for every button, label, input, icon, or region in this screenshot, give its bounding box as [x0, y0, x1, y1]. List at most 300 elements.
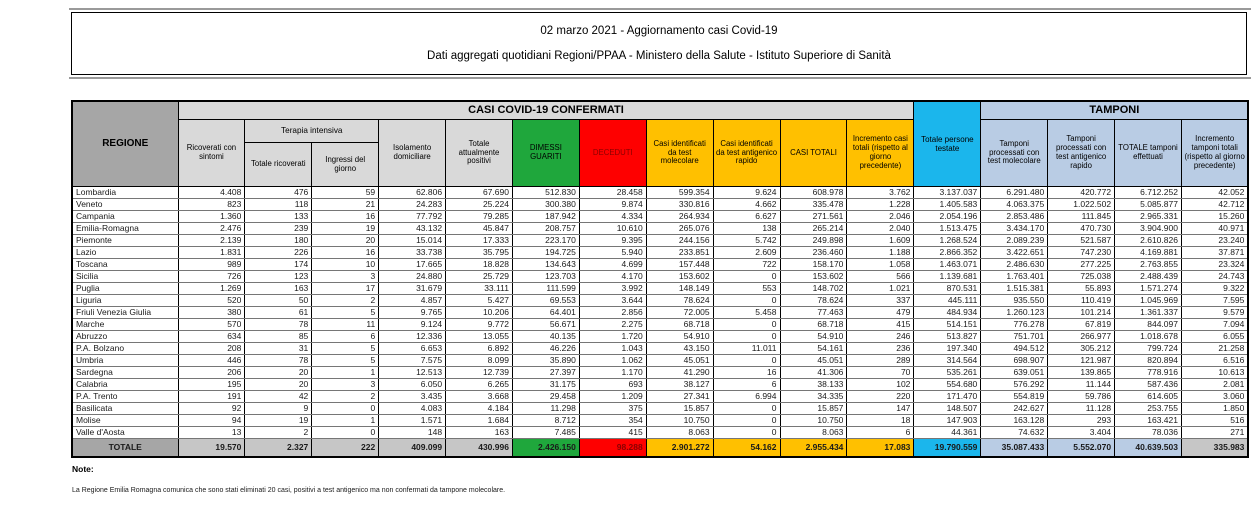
value-cell: 42.712: [1181, 199, 1248, 211]
table-row: [72, 307, 1248, 319]
table-body: [72, 187, 1248, 458]
value-cell: 639.051: [981, 367, 1048, 379]
value-cell: 337: [847, 295, 914, 307]
value-cell: 197.340: [914, 343, 981, 355]
value-cell: 42.052: [1181, 187, 1248, 199]
value-cell: 21.258: [1181, 343, 1248, 355]
column-header-tamponi-antigenico: Tamponi processati con test antigenico rapido: [1048, 120, 1115, 187]
value-cell: 85: [245, 331, 312, 343]
value-cell: 6: [312, 331, 379, 343]
value-cell: 0: [713, 271, 780, 283]
value-cell: 3.434.170: [981, 223, 1048, 235]
region-cell: Emilia-Romagna: [72, 223, 178, 235]
value-cell: 2.040: [847, 223, 914, 235]
value-cell: 24.283: [379, 199, 446, 211]
column-header-totale-attualmente-positivi: Totale attualmente positivi: [446, 120, 513, 187]
value-cell: 7.575: [379, 355, 446, 367]
value-cell: 41.306: [780, 367, 847, 379]
value-cell: 3.668: [446, 391, 513, 403]
value-cell: 68.718: [646, 319, 713, 331]
value-cell: 375: [579, 403, 646, 415]
region-cell: Molise: [72, 415, 178, 427]
top-divider: [69, 8, 1251, 10]
value-cell: 516: [1181, 415, 1248, 427]
value-cell: 778.916: [1115, 367, 1182, 379]
value-cell: 587.436: [1115, 379, 1182, 391]
column-header-regione: REGIONE: [72, 101, 178, 187]
column-header-totale-ricoverati: Totale ricoverati: [245, 143, 312, 187]
value-cell: 13: [178, 427, 245, 439]
value-cell: 0: [713, 355, 780, 367]
column-header-deceduti: DECEDUTI: [579, 120, 646, 187]
table-row: [72, 295, 1248, 307]
value-cell: 42: [245, 391, 312, 403]
value-cell: 7.094: [1181, 319, 1248, 331]
value-cell: 153.602: [646, 271, 713, 283]
value-cell: 300.380: [512, 199, 579, 211]
value-cell: 67.690: [446, 187, 513, 199]
value-cell: 1.062: [579, 355, 646, 367]
value-cell: 0: [312, 403, 379, 415]
total-value-cell: 2.327: [245, 439, 312, 458]
notes-text: La Regione Emilia Romagna comunica che sono stati eliminati 20 casi, positivi a test antigenico ma non confermati da tampone molecolare.: [72, 487, 506, 494]
value-cell: 64.401: [512, 307, 579, 319]
value-cell: 4.699: [579, 259, 646, 271]
value-cell: 2.054.196: [914, 211, 981, 223]
value-cell: 554.819: [981, 391, 1048, 403]
report-subtitle: Dati aggregati quotidiani Regioni/PPAA - Ministero della Salute - Istituto Superiore di Sanità: [427, 49, 891, 62]
value-cell: 10.610: [579, 223, 646, 235]
column-header-incremento-tamponi: Incremento tamponi totali (rispetto al giorno precedente): [1181, 120, 1248, 187]
value-cell: 484.934: [914, 307, 981, 319]
value-cell: 4.184: [446, 403, 513, 415]
value-cell: 10.206: [446, 307, 513, 319]
table-row: [72, 187, 1248, 199]
value-cell: 799.724: [1115, 343, 1182, 355]
value-cell: 148.507: [914, 403, 981, 415]
value-cell: 17: [312, 283, 379, 295]
value-cell: 13.055: [446, 331, 513, 343]
total-value-cell: 40.639.503: [1115, 439, 1182, 458]
column-header-isolamento-domiciliare: Isolamento domiciliare: [379, 120, 446, 187]
value-cell: 0: [713, 427, 780, 439]
value-cell: 5.458: [713, 307, 780, 319]
value-cell: 1.268.524: [914, 235, 981, 247]
total-row: [72, 439, 1248, 458]
value-cell: 15.857: [780, 403, 847, 415]
value-cell: 2: [312, 295, 379, 307]
covid-data-table: [71, 100, 1249, 458]
column-header-casi-test-antigenico: Casi identificati da test antigenico rapido: [713, 120, 780, 187]
value-cell: 9.322: [1181, 283, 1248, 295]
value-cell: 157.448: [646, 259, 713, 271]
value-cell: 40.135: [512, 331, 579, 343]
value-cell: 335.478: [780, 199, 847, 211]
table-row: [72, 319, 1248, 331]
value-cell: 264.934: [646, 211, 713, 223]
column-header-persone-testate: Totale persone testate: [914, 101, 981, 187]
table-row: [72, 211, 1248, 223]
value-cell: 271.561: [780, 211, 847, 223]
value-cell: 330.816: [646, 199, 713, 211]
value-cell: 69.553: [512, 295, 579, 307]
table-row: [72, 271, 1248, 283]
title-bottom-divider: [69, 77, 1251, 79]
table-row: [72, 259, 1248, 271]
value-cell: 67.819: [1048, 319, 1115, 331]
value-cell: 19: [245, 415, 312, 427]
total-value-cell: 98.288: [579, 439, 646, 458]
table-row: [72, 415, 1248, 427]
value-cell: 35.890: [512, 355, 579, 367]
value-cell: 608.978: [780, 187, 847, 199]
value-cell: 614.605: [1115, 391, 1182, 403]
value-cell: 2.046: [847, 211, 914, 223]
value-cell: 7.485: [512, 427, 579, 439]
value-cell: 194.725: [512, 247, 579, 259]
value-cell: 20: [312, 235, 379, 247]
value-cell: 4.083: [379, 403, 446, 415]
value-cell: 5: [312, 355, 379, 367]
value-cell: 123.703: [512, 271, 579, 283]
total-value-cell: 2.426.150: [512, 439, 579, 458]
value-cell: 6.265: [446, 379, 513, 391]
value-cell: 44.361: [914, 427, 981, 439]
table-row: [72, 247, 1248, 259]
value-cell: 553: [713, 283, 780, 295]
value-cell: 27.397: [512, 367, 579, 379]
value-cell: 2.089.239: [981, 235, 1048, 247]
value-cell: 54.161: [780, 343, 847, 355]
value-cell: 1.831: [178, 247, 245, 259]
report-title: 02 marzo 2021 - Aggiornamento casi Covid-19: [540, 25, 778, 38]
column-header-dimessi-guariti: DIMESSI GUARITI: [512, 120, 579, 187]
value-cell: 15.857: [646, 403, 713, 415]
value-cell: 12.336: [379, 331, 446, 343]
value-cell: 265.214: [780, 223, 847, 235]
value-cell: 134.643: [512, 259, 579, 271]
value-cell: 138: [713, 223, 780, 235]
value-cell: 476: [245, 187, 312, 199]
value-cell: 566: [847, 271, 914, 283]
value-cell: 4.662: [713, 199, 780, 211]
value-cell: 5: [312, 307, 379, 319]
value-cell: 3.137.037: [914, 187, 981, 199]
value-cell: 844.097: [1115, 319, 1182, 331]
value-cell: 29.458: [512, 391, 579, 403]
value-cell: 17.333: [446, 235, 513, 247]
value-cell: 226: [245, 247, 312, 259]
value-cell: 11: [312, 319, 379, 331]
value-cell: 34.335: [780, 391, 847, 403]
value-cell: 123: [245, 271, 312, 283]
value-cell: 78.624: [780, 295, 847, 307]
value-cell: 59.786: [1048, 391, 1115, 403]
value-cell: 46.226: [512, 343, 579, 355]
value-cell: 9.772: [446, 319, 513, 331]
region-cell: Veneto: [72, 199, 178, 211]
value-cell: 415: [847, 319, 914, 331]
region-cell: Abruzzo: [72, 331, 178, 343]
value-cell: 17.665: [379, 259, 446, 271]
value-cell: 1.684: [446, 415, 513, 427]
value-cell: 5.085.877: [1115, 199, 1182, 211]
value-cell: 246: [847, 331, 914, 343]
value-cell: 9.765: [379, 307, 446, 319]
value-cell: 535.261: [914, 367, 981, 379]
value-cell: 1.763.401: [981, 271, 1048, 283]
value-cell: 43.150: [646, 343, 713, 355]
value-cell: 5.742: [713, 235, 780, 247]
value-cell: 12.739: [446, 367, 513, 379]
value-cell: 78.624: [646, 295, 713, 307]
value-cell: 823: [178, 199, 245, 211]
value-cell: 634: [178, 331, 245, 343]
value-cell: 1.058: [847, 259, 914, 271]
value-cell: 147: [847, 403, 914, 415]
value-cell: 1.513.475: [914, 223, 981, 235]
value-cell: 223.170: [512, 235, 579, 247]
value-cell: 6.291.480: [981, 187, 1048, 199]
table-row: [72, 427, 1248, 439]
value-cell: 1.209: [579, 391, 646, 403]
value-cell: 133: [245, 211, 312, 223]
group-header-casi-confermati: CASI COVID-19 CONFERMATI: [178, 101, 914, 120]
value-cell: 3.762: [847, 187, 914, 199]
value-cell: 5.427: [446, 295, 513, 307]
value-cell: 148: [379, 427, 446, 439]
notes-title: Note:: [72, 464, 94, 474]
header-sub-row: [72, 120, 1248, 143]
region-cell: Toscana: [72, 259, 178, 271]
value-cell: 1.463.071: [914, 259, 981, 271]
value-cell: 9: [245, 403, 312, 415]
region-cell: P.A. Trento: [72, 391, 178, 403]
value-cell: 171.470: [914, 391, 981, 403]
value-cell: 10.750: [780, 415, 847, 427]
value-cell: 43.132: [379, 223, 446, 235]
value-cell: 1.360: [178, 211, 245, 223]
region-cell: P.A. Bolzano: [72, 343, 178, 355]
value-cell: 725.038: [1048, 271, 1115, 283]
value-cell: 191: [178, 391, 245, 403]
region-cell: Liguria: [72, 295, 178, 307]
column-header-incremento-casi: Incremento casi totali (rispetto al giorno precedente): [847, 120, 914, 187]
value-cell: 554.680: [914, 379, 981, 391]
value-cell: 10.750: [646, 415, 713, 427]
table-row: [72, 343, 1248, 355]
region-cell: Lombardia: [72, 187, 178, 199]
value-cell: 11.298: [512, 403, 579, 415]
value-cell: 31.175: [512, 379, 579, 391]
value-cell: 305.212: [1048, 343, 1115, 355]
value-cell: 40.971: [1181, 223, 1248, 235]
value-cell: 23.240: [1181, 235, 1248, 247]
value-cell: 1.720: [579, 331, 646, 343]
value-cell: 9.579: [1181, 307, 1248, 319]
value-cell: 249.898: [780, 235, 847, 247]
table-row: [72, 379, 1248, 391]
value-cell: 2.139: [178, 235, 245, 247]
value-cell: 61: [245, 307, 312, 319]
value-cell: 1.361.337: [1115, 307, 1182, 319]
value-cell: 45.847: [446, 223, 513, 235]
value-cell: 0: [713, 295, 780, 307]
region-cell: Sardegna: [72, 367, 178, 379]
value-cell: 6.892: [446, 343, 513, 355]
value-cell: 3.435: [379, 391, 446, 403]
value-cell: 380: [178, 307, 245, 319]
value-cell: 35.795: [446, 247, 513, 259]
value-cell: 111.845: [1048, 211, 1115, 223]
value-cell: 265.076: [646, 223, 713, 235]
value-cell: 2.488.439: [1115, 271, 1182, 283]
value-cell: 6.055: [1181, 331, 1248, 343]
value-cell: 9.395: [579, 235, 646, 247]
value-cell: 2.486.630: [981, 259, 1048, 271]
value-cell: 23.324: [1181, 259, 1248, 271]
value-cell: 153.602: [780, 271, 847, 283]
value-cell: 935.550: [981, 295, 1048, 307]
value-cell: 776.278: [981, 319, 1048, 331]
region-cell: Valle d'Aosta: [72, 427, 178, 439]
value-cell: 19: [312, 223, 379, 235]
value-cell: 206: [178, 367, 245, 379]
value-cell: 6.712.252: [1115, 187, 1182, 199]
column-header-ricoverati-con-sintomi: Ricoverati con sintomi: [178, 120, 245, 187]
total-value-cell: 2.955.434: [780, 439, 847, 458]
value-cell: 15.260: [1181, 211, 1248, 223]
total-value-cell: 54.162: [713, 439, 780, 458]
value-cell: 4.063.375: [981, 199, 1048, 211]
value-cell: 0: [713, 331, 780, 343]
value-cell: 28.458: [579, 187, 646, 199]
value-cell: 21: [312, 199, 379, 211]
value-cell: 54.910: [646, 331, 713, 343]
value-cell: 576.292: [981, 379, 1048, 391]
value-cell: 158.170: [780, 259, 847, 271]
value-cell: 989: [178, 259, 245, 271]
value-cell: 50: [245, 295, 312, 307]
value-cell: 233.851: [646, 247, 713, 259]
value-cell: 2.965.331: [1115, 211, 1182, 223]
value-cell: 1.045.969: [1115, 295, 1182, 307]
notes-section: [72, 464, 1172, 494]
value-cell: 3: [312, 379, 379, 391]
value-cell: 870.531: [914, 283, 981, 295]
value-cell: 54.910: [780, 331, 847, 343]
value-cell: 1: [312, 367, 379, 379]
value-cell: 289: [847, 355, 914, 367]
value-cell: 180: [245, 235, 312, 247]
value-cell: 599.354: [646, 187, 713, 199]
value-cell: 0: [312, 427, 379, 439]
value-cell: 293: [1048, 415, 1115, 427]
value-cell: 4.169.881: [1115, 247, 1182, 259]
value-cell: 25.224: [446, 199, 513, 211]
region-cell: Friuli Venezia Giulia: [72, 307, 178, 319]
value-cell: 94: [178, 415, 245, 427]
value-cell: 446: [178, 355, 245, 367]
value-cell: 59: [312, 187, 379, 199]
value-cell: 1.609: [847, 235, 914, 247]
value-cell: 0: [713, 415, 780, 427]
value-cell: 747.230: [1048, 247, 1115, 259]
value-cell: 570: [178, 319, 245, 331]
value-cell: 8.099: [446, 355, 513, 367]
value-cell: 208.757: [512, 223, 579, 235]
value-cell: 78.036: [1115, 427, 1182, 439]
value-cell: 24.743: [1181, 271, 1248, 283]
value-cell: 2.856: [579, 307, 646, 319]
value-cell: 236.460: [780, 247, 847, 259]
value-cell: 6: [713, 379, 780, 391]
total-value-cell: 409.099: [379, 439, 446, 458]
value-cell: 726: [178, 271, 245, 283]
value-cell: 5.940: [579, 247, 646, 259]
column-header-ingressi-del-giorno: Ingressi del giorno: [312, 143, 379, 187]
total-value-cell: 19.790.559: [914, 439, 981, 458]
value-cell: 6.653: [379, 343, 446, 355]
region-cell: Puglia: [72, 283, 178, 295]
total-value-cell: 430.996: [446, 439, 513, 458]
column-header-casi-totali: CASI TOTALI: [780, 120, 847, 187]
value-cell: 2.275: [579, 319, 646, 331]
value-cell: 79.285: [446, 211, 513, 223]
region-cell: Marche: [72, 319, 178, 331]
value-cell: 77.463: [780, 307, 847, 319]
value-cell: 20: [245, 367, 312, 379]
value-cell: 1.228: [847, 199, 914, 211]
value-cell: 195: [178, 379, 245, 391]
value-cell: 148.149: [646, 283, 713, 295]
value-cell: 0: [713, 319, 780, 331]
value-cell: 1: [312, 415, 379, 427]
value-cell: 253.755: [1115, 403, 1182, 415]
group-header-tamponi: TAMPONI: [981, 101, 1249, 120]
value-cell: 722: [713, 259, 780, 271]
value-cell: 18.828: [446, 259, 513, 271]
value-cell: 521.587: [1048, 235, 1115, 247]
value-cell: 101.214: [1048, 307, 1115, 319]
value-cell: 520: [178, 295, 245, 307]
value-cell: 242.627: [981, 403, 1048, 415]
value-cell: 139.865: [1048, 367, 1115, 379]
total-value-cell: 17.083: [847, 439, 914, 458]
value-cell: 6: [847, 427, 914, 439]
value-cell: 15.014: [379, 235, 446, 247]
table-row: [72, 331, 1248, 343]
value-cell: 514.151: [914, 319, 981, 331]
value-cell: 163.421: [1115, 415, 1182, 427]
title-box: [71, 12, 1247, 75]
value-cell: 512.830: [512, 187, 579, 199]
total-value-cell: 222: [312, 439, 379, 458]
value-cell: 5: [312, 343, 379, 355]
value-cell: 1.043: [579, 343, 646, 355]
value-cell: 354: [579, 415, 646, 427]
value-cell: 3.904.900: [1115, 223, 1182, 235]
value-cell: 78: [245, 355, 312, 367]
value-cell: 2: [245, 427, 312, 439]
total-value-cell: 335.983: [1181, 439, 1248, 458]
value-cell: 239: [245, 223, 312, 235]
value-cell: 77.792: [379, 211, 446, 223]
value-cell: 74.632: [981, 427, 1048, 439]
value-cell: 16: [312, 247, 379, 259]
value-cell: 1.571.274: [1115, 283, 1182, 295]
value-cell: 1.022.502: [1048, 199, 1115, 211]
